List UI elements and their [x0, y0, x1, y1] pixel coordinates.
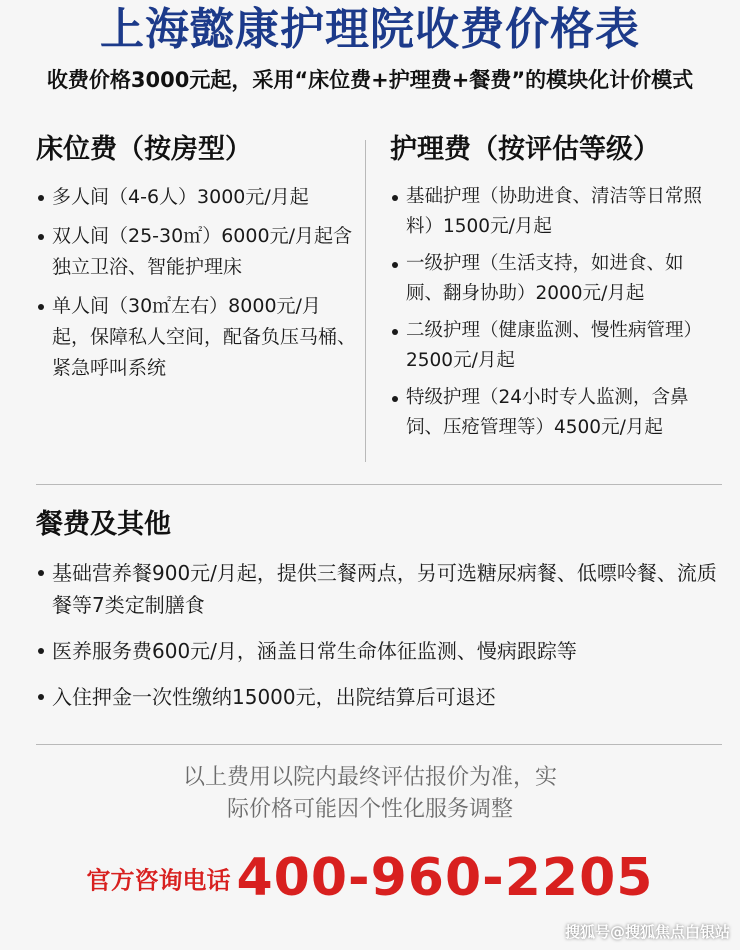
list-item: 特级护理（24小时专人监测，含鼻饲、压疮管理等）4500元/月起	[390, 383, 720, 443]
list-item: 基础营养餐900元/月起，提供三餐两点，另可选糖尿病餐、低嘌呤餐、流质餐等7类定制膳食	[36, 557, 722, 621]
hotline	[0, 848, 740, 908]
disclaimer-note: 以上费用以院内最终评估报价为准，实际价格可能因个性化服务调整	[182, 765, 557, 822]
section-divider	[36, 744, 722, 745]
hotline-number[interactable]: 400-960-2205	[236, 848, 654, 908]
meal-other-section	[36, 505, 722, 727]
list-item: 医养服务费600元/月，涵盖日常生命体征监测、慢病跟踪等	[36, 635, 722, 667]
meal-other-list	[36, 557, 722, 713]
page-title: 上海懿康护理院收费价格表	[100, 4, 640, 55]
bed-fee-section	[36, 130, 356, 392]
column-divider	[365, 140, 366, 462]
list-item: 多人间（4-6人）3000元/月起	[36, 182, 356, 213]
bed-fee-list	[36, 182, 356, 384]
list-item: 入住押金一次性缴纳15000元，出院结算后可退还	[36, 681, 722, 713]
care-fee-section	[390, 130, 720, 450]
section-divider	[36, 484, 722, 485]
list-item: 双人间（25-30㎡）6000元/月起含独立卫浴、智能护理床	[36, 221, 356, 283]
list-item: 单人间（30㎡左右）8000元/月起，保障私人空间，配备负压马桶、紧急呼叫系统	[36, 291, 356, 384]
list-item: 一级护理（生活支持，如进食、如厕、翻身协助）2000元/月起	[390, 249, 720, 309]
list-item: 二级护理（健康监测、慢性病管理）2500元/月起	[390, 316, 720, 376]
watermark: 搜狐号@搜狐焦点白银站	[564, 923, 730, 941]
hotline-label: 官方咨询电话	[86, 866, 231, 895]
meal-other-title: 餐费及其他	[36, 509, 171, 540]
bed-fee-title: 床位费（按房型）	[36, 134, 252, 165]
care-fee-title: 护理费（按评估等级）	[390, 134, 660, 165]
page-subtitle: 收费价格3000元起，采用“床位费+护理费+餐费”的模块化计价模式	[46, 68, 694, 92]
care-fee-list	[390, 182, 720, 443]
list-item: 基础护理（协助进食、清洁等日常照料）1500元/月起	[390, 182, 720, 242]
